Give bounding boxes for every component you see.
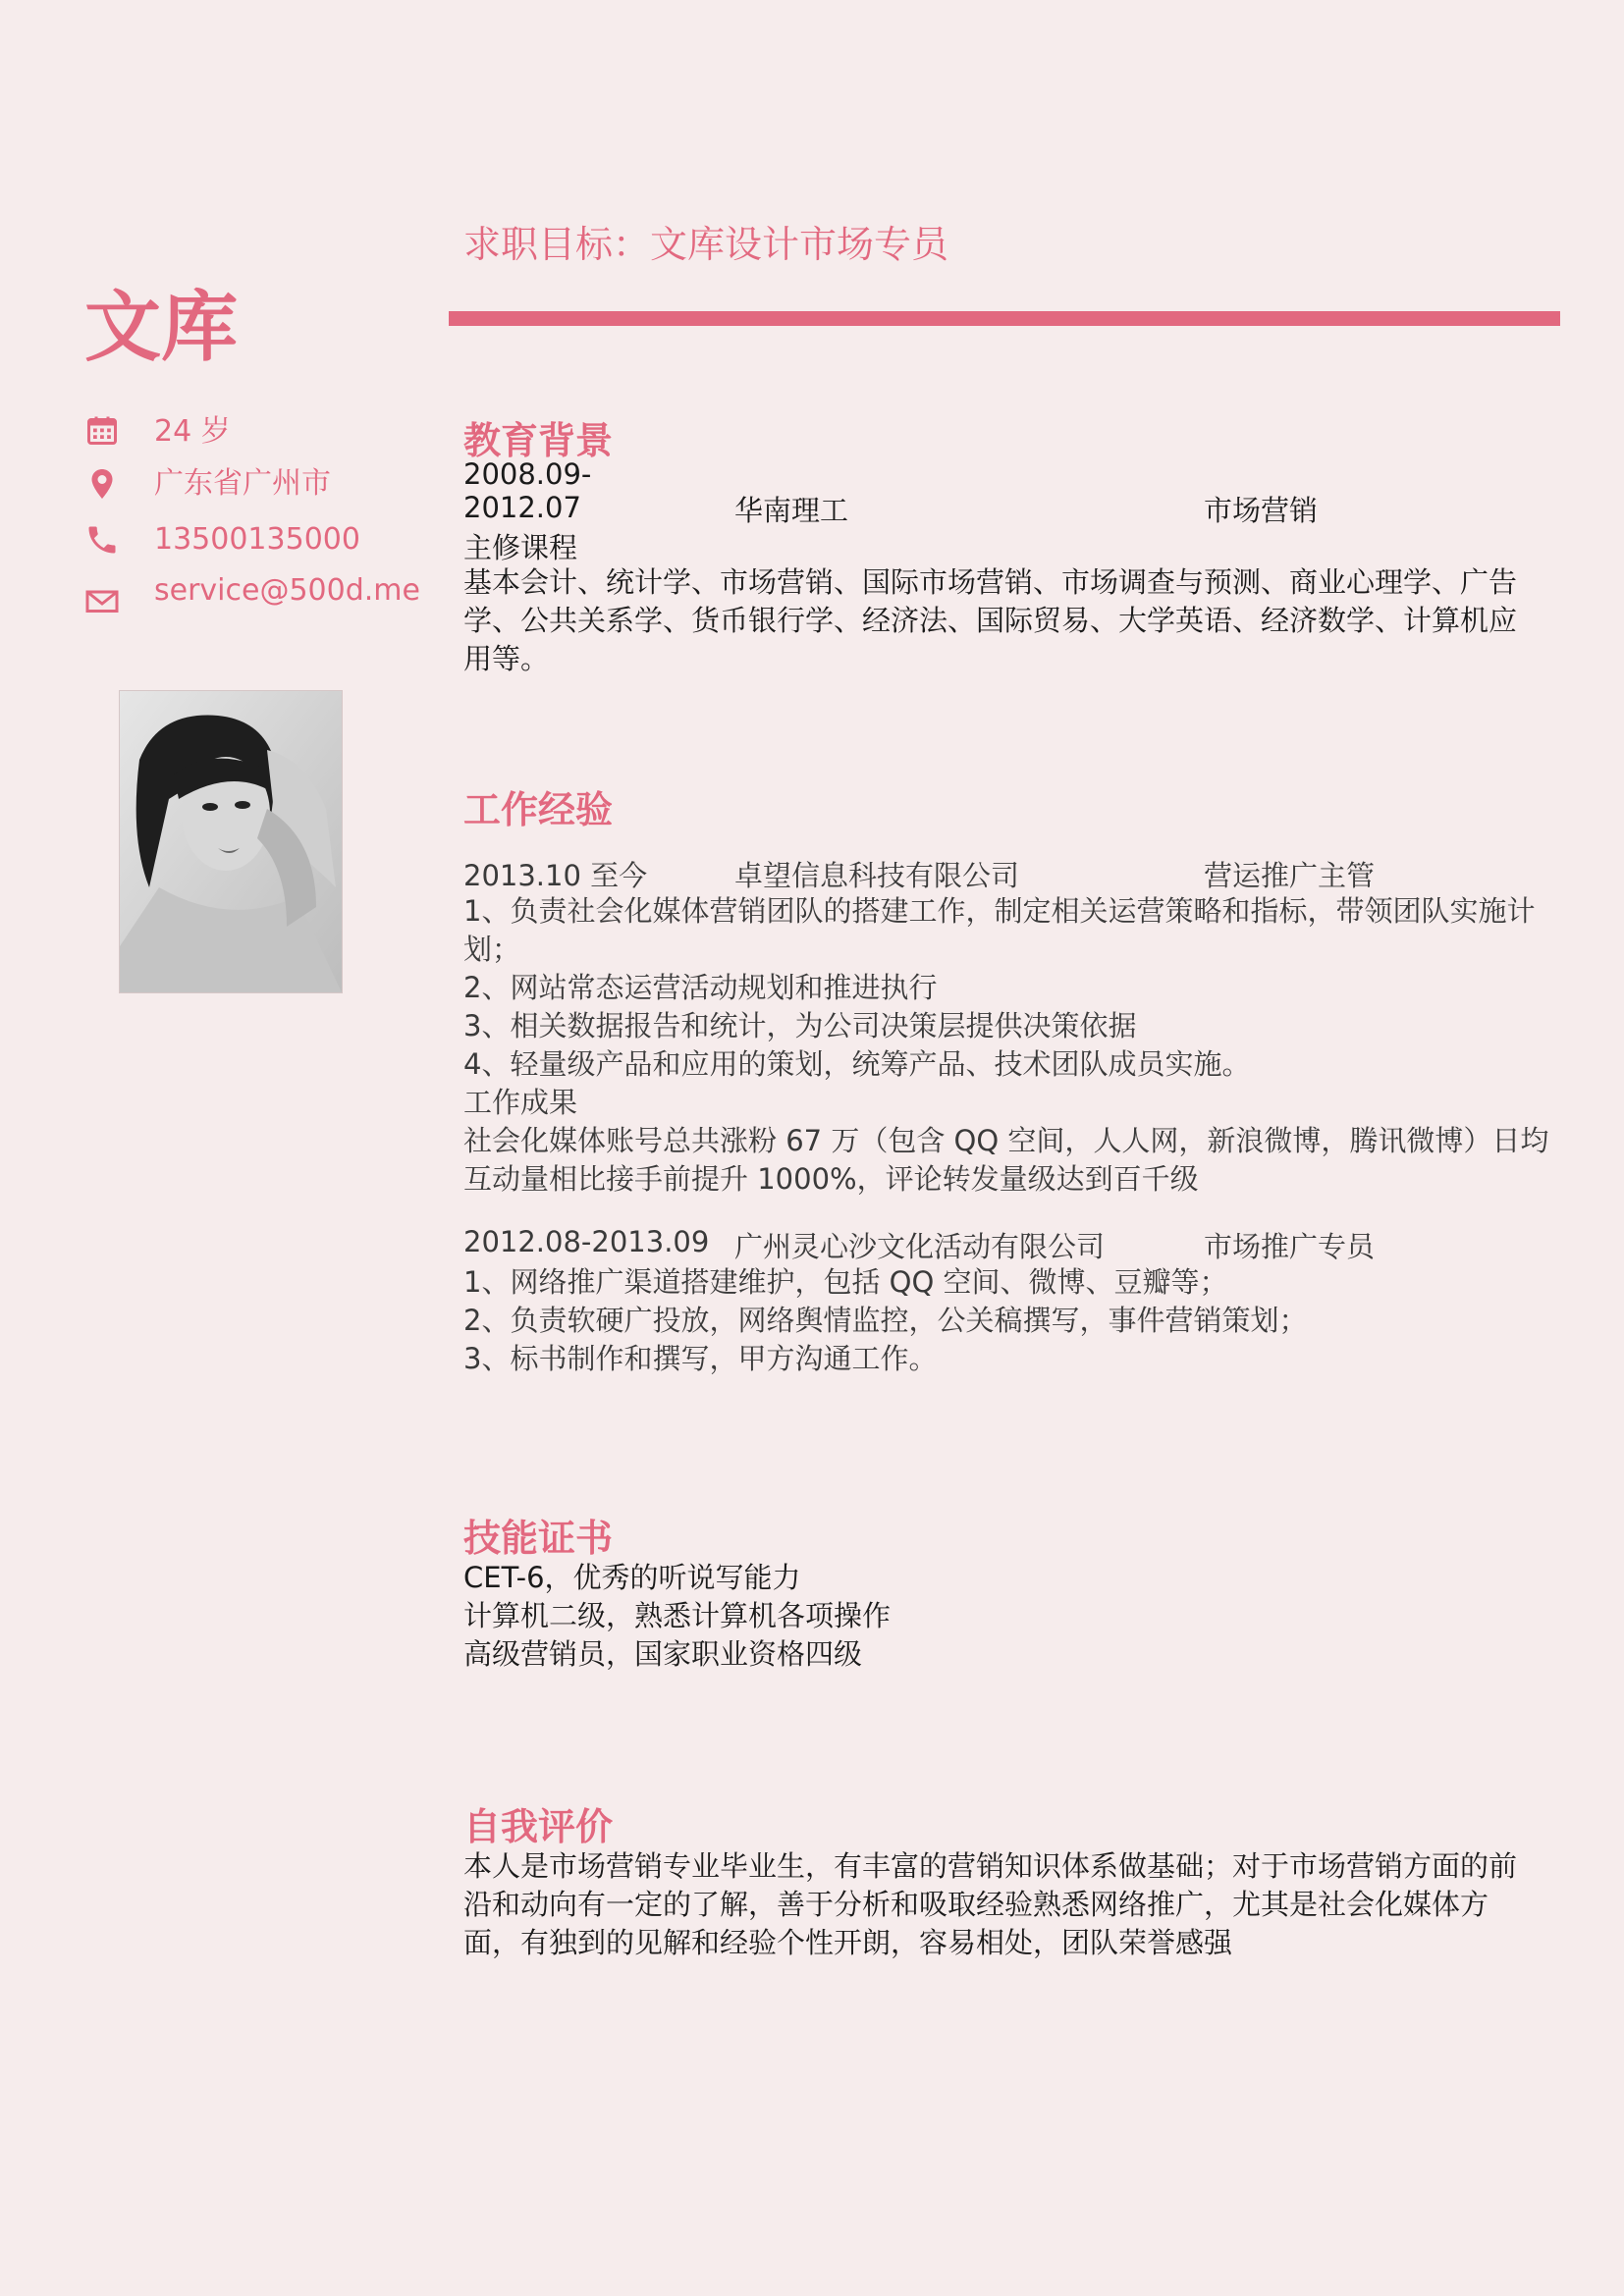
education-period-end: 2012.07 xyxy=(463,491,581,524)
education-major: 市场营销 xyxy=(1204,494,1319,527)
job-company: 卓望信息科技有限公司 xyxy=(734,859,1020,892)
self-eval-line: 面，有独到的见解和经验个性开朗，容易相处，团队荣誉感强 xyxy=(463,1926,1233,1959)
job-detail-line: 3、标书制作和撰写，甲方沟通工作。 xyxy=(463,1342,938,1375)
education-title: 教育背景 xyxy=(463,419,614,462)
location-text: 广东省广州市 xyxy=(154,466,331,501)
job-company: 广州灵心沙文化活动有限公司 xyxy=(734,1230,1106,1263)
accent-divider-bar xyxy=(449,311,1560,326)
self-eval-line: 本人是市场营销专业毕业生，有丰富的营销知识体系做基础；对于市场营销方面的前 xyxy=(463,1849,1518,1883)
profile-photo xyxy=(119,690,343,993)
job-detail-line: 1、负责社会化媒体营销团队的搭建工作，制定相关运营策略和指标，带领团队实施计 xyxy=(463,894,1536,928)
courses-line: 基本会计、统计学、市场营销、国际市场营销、市场调查与预测、商业心理学、广告 xyxy=(463,565,1518,599)
courses-line: 学、公共关系学、货币银行学、经济法、国际贸易、大学英语、经济数学、计算机应 xyxy=(463,604,1518,637)
email-text: service@500d.me xyxy=(154,573,420,608)
skill-item: CET-6，优秀的听说写能力 xyxy=(463,1561,801,1594)
skills-title: 技能证书 xyxy=(463,1517,614,1560)
job-detail-line: 2、负责软硬广投放，网络舆情监控，公关稿撰写，事件营销策划； xyxy=(463,1304,1308,1337)
job-detail-line: 工作成果 xyxy=(463,1086,578,1119)
job-position: 市场推广专员 xyxy=(1204,1230,1376,1263)
self-eval-title: 自我评价 xyxy=(463,1805,614,1848)
job-detail-line: 4、轻量级产品和应用的策划，统筹产品、技术团队成员实施。 xyxy=(463,1047,1251,1081)
education-school: 华南理工 xyxy=(734,494,849,527)
job-detail-line: 2、网站常态运营活动规划和推进执行 xyxy=(463,971,938,1004)
job-detail-line: 1、网络推广渠道搭建维护，包括 QQ 空间、微博、豆瓣等； xyxy=(463,1265,1228,1299)
skill-item: 计算机二级，熟悉计算机各项操作 xyxy=(463,1599,892,1632)
job-position: 营运推广主管 xyxy=(1204,859,1376,892)
job-detail-line: 互动量相比接手前提升 1000%，评论转发量级达到百千级 xyxy=(463,1162,1199,1196)
candidate-name: 文库 xyxy=(84,284,239,372)
location-pin-icon xyxy=(84,466,120,502)
self-eval-line: 沿和动向有一定的了解，善于分析和吸取经验熟悉网络推广，尤其是社会化媒体方 xyxy=(463,1888,1489,1921)
job-detail-line: 3、相关数据报告和统计，为公司决策层提供决策依据 xyxy=(463,1009,1137,1042)
mail-icon xyxy=(84,583,120,618)
age-text: 24 岁 xyxy=(154,414,231,449)
skill-item: 高级营销员，国家职业资格四级 xyxy=(463,1637,863,1671)
work-title: 工作经验 xyxy=(463,788,614,831)
job-detail-line: 社会化媒体账号总共涨粉 67 万（包含 QQ 空间，人人网，新浪微博，腾讯微博）日均 xyxy=(463,1124,1549,1157)
courses-line: 用等。 xyxy=(463,642,550,675)
job-objective: 求职目标：文库设计市场专员 xyxy=(463,223,949,266)
job-period: 2012.08-2013.09 xyxy=(463,1225,710,1258)
phone-text: 13500135000 xyxy=(154,522,360,557)
courses-label: 主修课程 xyxy=(463,531,578,564)
phone-icon xyxy=(84,522,120,558)
job-detail-line: 划； xyxy=(463,933,521,966)
job-period: 2013.10 至今 xyxy=(463,859,648,892)
calendar-icon xyxy=(84,412,120,448)
education-period-start: 2008.09- xyxy=(463,457,592,491)
